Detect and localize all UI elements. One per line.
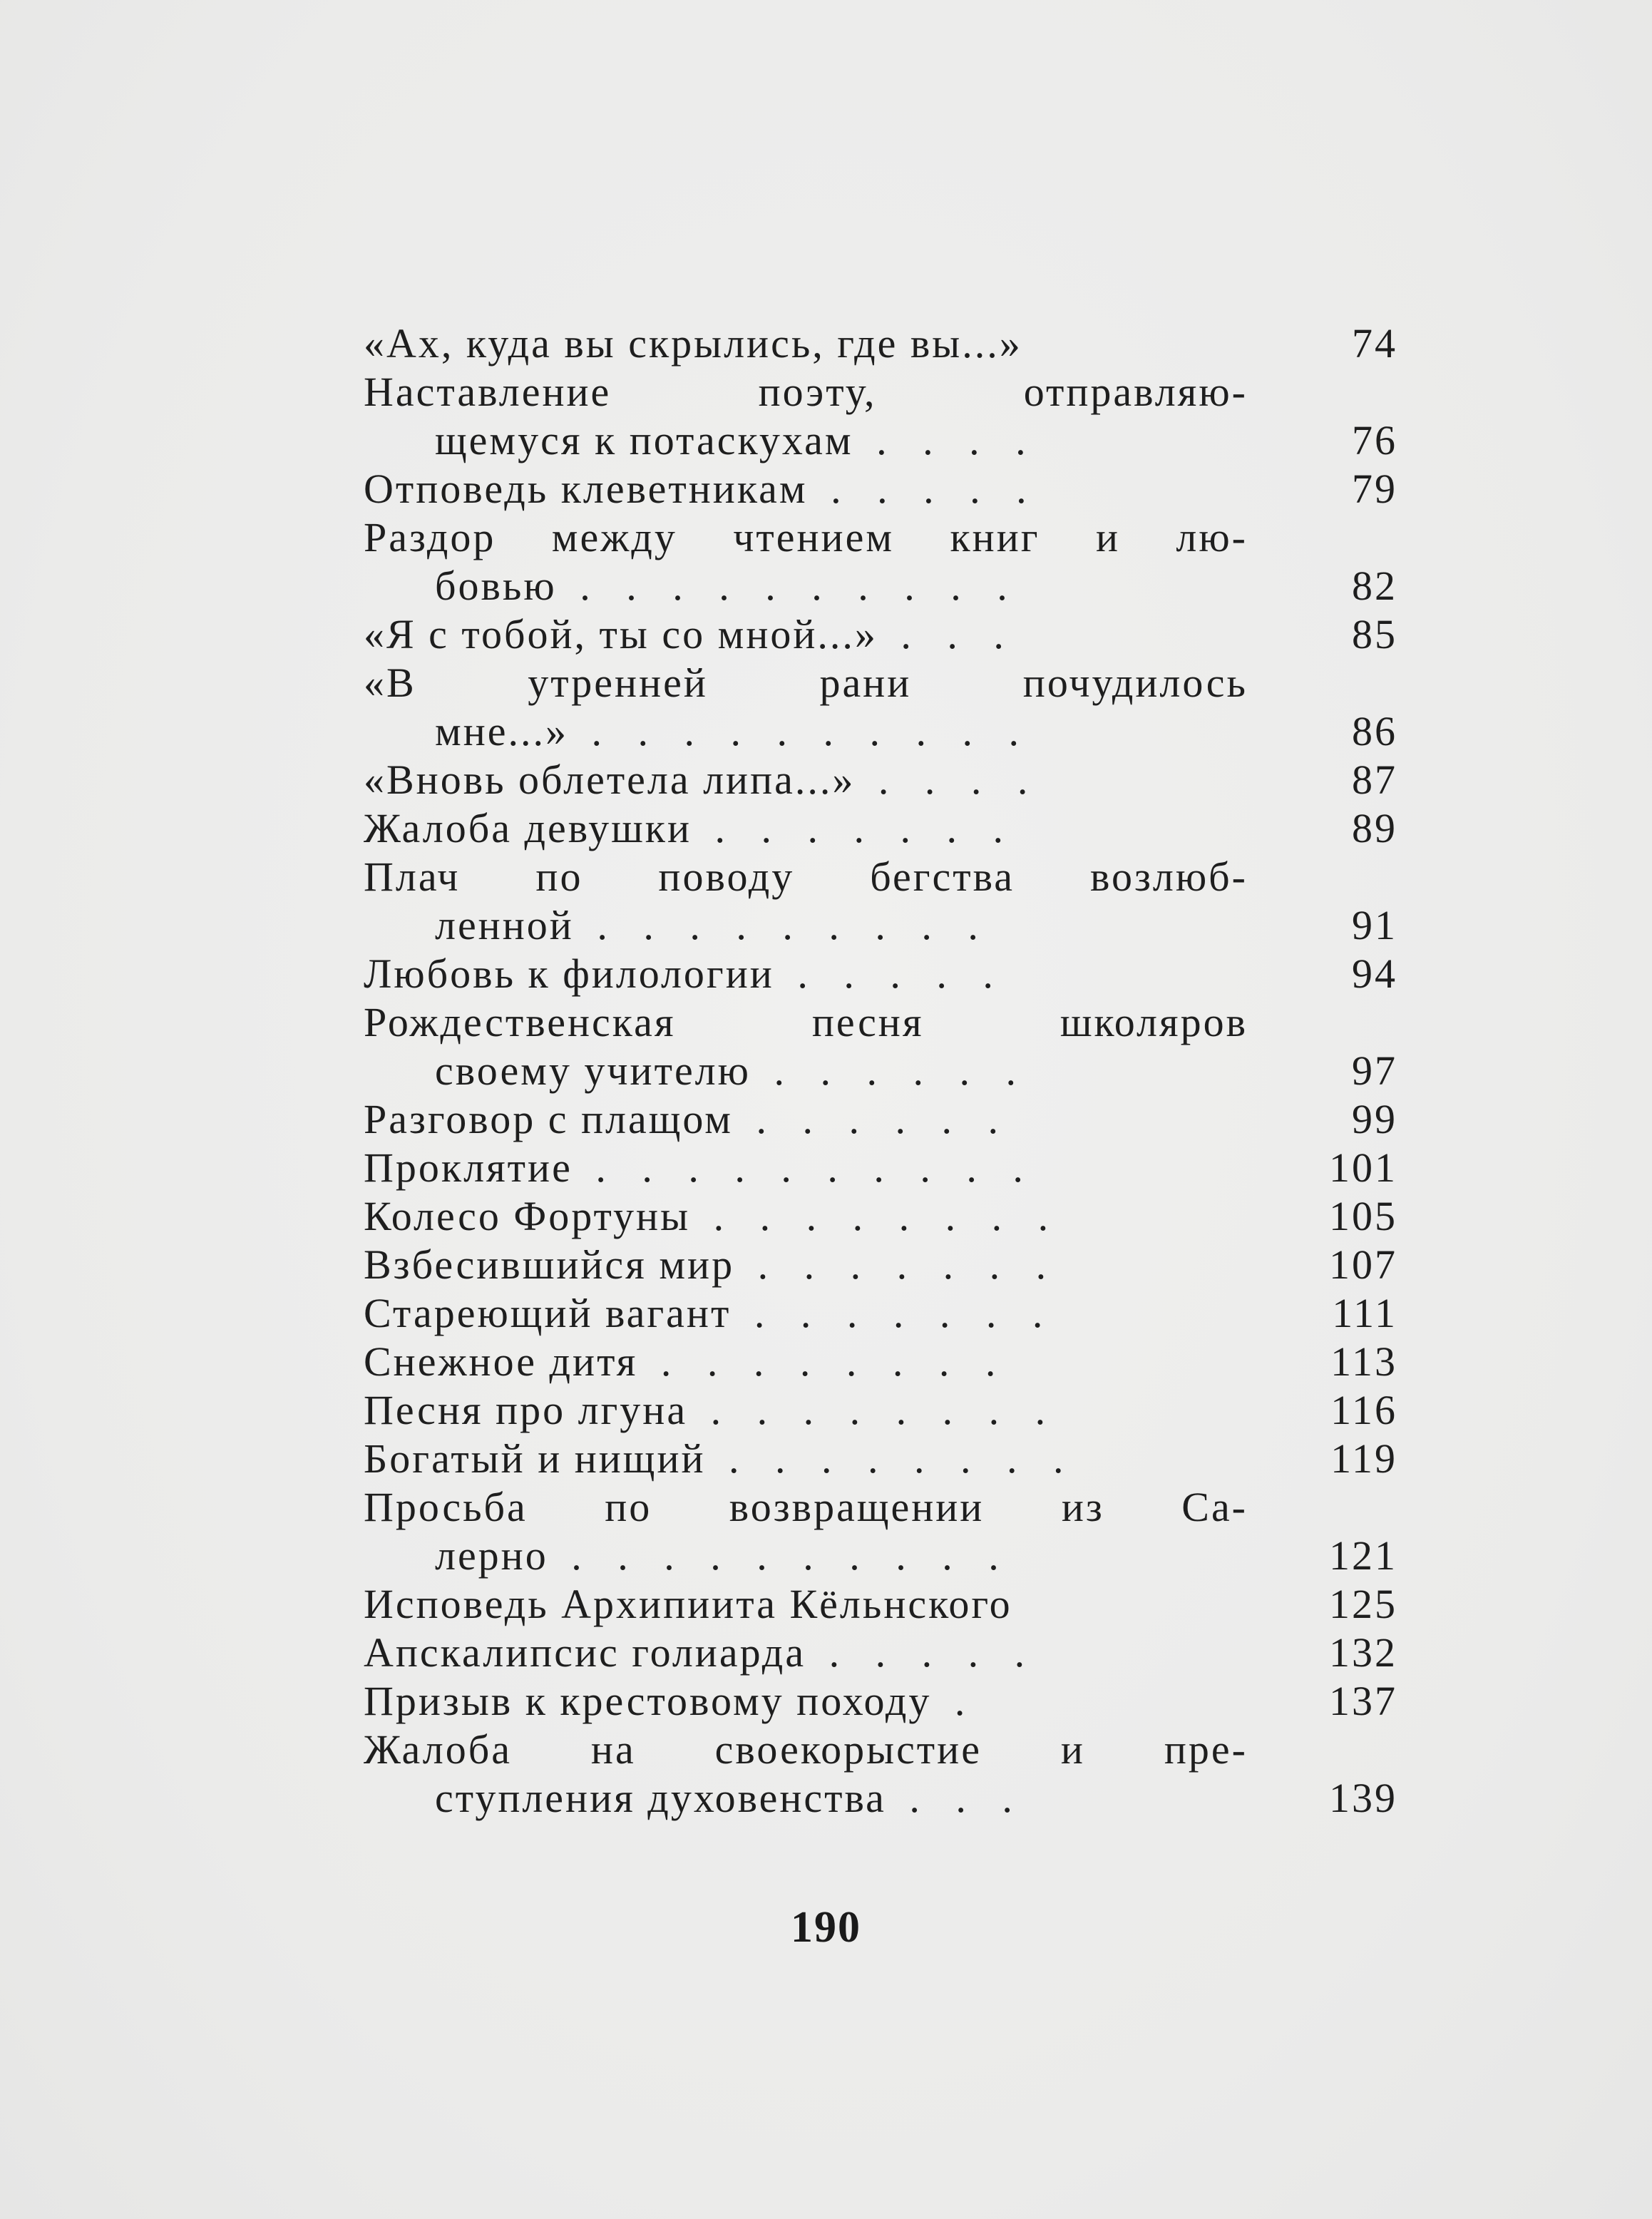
toc-entry[interactable] (364, 1483, 1412, 1580)
toc-title-line (364, 1483, 1248, 1532)
toc-entry[interactable] (364, 1095, 1412, 1144)
toc-title-line (364, 1144, 1248, 1192)
toc-title-line (364, 853, 1248, 901)
dot-leader: . . . . . . . (731, 1290, 1056, 1336)
dot-leader: . . . . . . . . . . (568, 708, 1032, 754)
toc-title-continuation (364, 562, 1248, 610)
toc-title-line (364, 1677, 1248, 1726)
toc-title-text: Просьба по возвращении из Са- (364, 1484, 1248, 1530)
toc-entry-title (364, 1629, 1248, 1677)
toc-title-text: Снежное дитя (364, 1338, 638, 1385)
table-of-contents (364, 319, 1412, 1823)
dot-leader: . . . . . . . (692, 805, 1017, 851)
dot-leader: . . . . . . (732, 1096, 1011, 1142)
toc-title-line (364, 1386, 1248, 1435)
toc-entry-title (364, 1435, 1248, 1483)
toc-entry[interactable] (364, 853, 1412, 950)
toc-title-text: Отповедь клеветникам (364, 466, 808, 512)
toc-title-text: Наставление поэту, отправляю- (364, 369, 1248, 415)
toc-title-line (364, 804, 1248, 853)
toc-page-number: 94 (1352, 950, 1397, 997)
toc-page-number: 87 (1352, 757, 1397, 803)
toc-entry-title (364, 998, 1248, 1095)
toc-page-number: 91 (1352, 902, 1397, 948)
toc-title-line (364, 1580, 1248, 1629)
toc-page-number: 101 (1329, 1144, 1397, 1191)
toc-title-line (364, 659, 1248, 707)
toc-entry[interactable] (364, 610, 1412, 659)
dot-leader: . . . . . . . . (705, 1435, 1077, 1482)
toc-title-line (364, 1289, 1248, 1338)
toc-entry[interactable] (364, 319, 1412, 368)
dot-leader: . . . . . (806, 1629, 1038, 1676)
toc-page-number: 105 (1329, 1193, 1397, 1239)
toc-page-number: 139 (1329, 1775, 1397, 1821)
dot-leader: . (931, 1678, 978, 1724)
toc-entry[interactable] (364, 756, 1412, 804)
toc-entry-title (364, 756, 1248, 804)
toc-title-text: Богатый и нищий (364, 1435, 706, 1482)
dot-leader: . . . . . . . . (637, 1338, 1009, 1385)
dot-leader: . . . . . . . (734, 1241, 1060, 1288)
toc-title-text: Колесо Фортуны (364, 1193, 691, 1239)
toc-title-text: Песня про лгуна (364, 1387, 688, 1433)
toc-title-line (364, 1192, 1248, 1241)
toc-entry[interactable] (364, 804, 1412, 853)
toc-entry[interactable] (364, 950, 1412, 998)
toc-title-text: ступления духовенства (435, 1775, 886, 1821)
toc-title-continuation (364, 901, 1248, 950)
toc-title-continuation (364, 416, 1248, 465)
toc-title-text: Стареющий вагант (364, 1290, 732, 1336)
toc-page-number: 74 (1352, 320, 1397, 367)
dot-leader: . . . (886, 1775, 1025, 1821)
toc-entry-title (364, 950, 1248, 998)
dot-leader: . . . . . . (750, 1047, 1029, 1094)
toc-title-line (364, 465, 1248, 513)
toc-page-number: 85 (1352, 611, 1397, 657)
toc-page-number: 111 (1332, 1290, 1397, 1336)
toc-title-text: бовью (435, 563, 557, 609)
dot-leader: . . . . . . . . . . (572, 1144, 1036, 1191)
toc-title-text: мне...» (435, 708, 568, 754)
toc-page-number: 125 (1329, 1581, 1397, 1627)
toc-entry-title (364, 610, 1248, 659)
toc-title-text: «Ах, куда вы скрылись, где вы...» (364, 320, 1022, 367)
toc-title-text: Жалоба на своекорыстие и пре- (364, 1726, 1248, 1773)
dot-leader: . . . . . (807, 466, 1040, 512)
toc-title-continuation (364, 1532, 1248, 1580)
dot-leader: . . . . . . . . . . (556, 563, 1020, 609)
toc-page-number: 121 (1329, 1532, 1397, 1579)
toc-title-text: Жалоба девушки (364, 805, 692, 851)
dot-leader: . . . . . . . . (687, 1387, 1059, 1433)
toc-title-line (364, 950, 1248, 998)
toc-title-text: Любовь к филологии (364, 950, 774, 997)
toc-entry[interactable] (364, 1435, 1412, 1483)
toc-title-text: Раздор между чтением книг и лю- (364, 514, 1248, 560)
toc-entry[interactable] (364, 1386, 1412, 1435)
toc-entry-title (364, 513, 1248, 610)
toc-entry[interactable] (364, 1241, 1412, 1289)
dot-leader: . . . (877, 611, 1017, 657)
dot-leader: . . . . . . . . . . (548, 1532, 1012, 1579)
page-number: 190 (791, 1903, 861, 1952)
toc-title-line (364, 1435, 1248, 1483)
toc-title-text: Разговор с плащом (364, 1096, 733, 1142)
toc-title-line (364, 1241, 1248, 1289)
toc-entry-title (364, 659, 1248, 756)
toc-title-line (364, 610, 1248, 659)
toc-entry-title (364, 1726, 1248, 1823)
toc-page-number: 97 (1352, 1047, 1397, 1094)
toc-title-line (364, 1629, 1248, 1677)
toc-entry[interactable] (364, 1289, 1412, 1338)
toc-title-text: Призыв к крестовому походу (364, 1678, 932, 1724)
toc-title-text: Проклятие (364, 1144, 573, 1191)
toc-title-line (364, 513, 1248, 562)
toc-title-text: Плач по поводу бегства возлюб- (364, 854, 1248, 900)
toc-entry[interactable] (364, 1144, 1412, 1192)
toc-page-number: 76 (1352, 417, 1397, 463)
toc-entry[interactable] (364, 1677, 1412, 1726)
toc-page-number: 119 (1330, 1435, 1397, 1482)
toc-title-continuation (364, 707, 1248, 756)
toc-entry-title (364, 853, 1248, 950)
toc-entry[interactable] (364, 368, 1412, 465)
toc-page-number: 132 (1329, 1629, 1397, 1676)
toc-entry[interactable] (364, 998, 1412, 1095)
toc-title-line (364, 1338, 1248, 1386)
toc-title-line (364, 1095, 1248, 1144)
toc-title-line (364, 1726, 1248, 1774)
toc-title-line (364, 756, 1248, 804)
toc-page-number: 99 (1352, 1096, 1397, 1142)
dot-leader: . . . . (855, 757, 1041, 803)
toc-title-line (364, 368, 1248, 416)
toc-page-number: 79 (1352, 466, 1397, 512)
toc-title-text: Взбесившийся мир (364, 1241, 735, 1288)
dot-leader: . . . . (853, 417, 1039, 463)
toc-entry[interactable] (364, 1629, 1412, 1677)
toc-title-text: щемуся к потаскухам (435, 417, 853, 463)
toc-title-text: Исповедь Архипиита Кёльнского (364, 1581, 1012, 1627)
toc-entry[interactable] (364, 465, 1412, 513)
toc-entry-title (364, 465, 1248, 513)
toc-page-number: 116 (1330, 1387, 1397, 1433)
toc-entry-title (364, 1386, 1248, 1435)
toc-entry-title (364, 1338, 1248, 1386)
toc-entry-title (364, 368, 1248, 465)
toc-entry-title (364, 1095, 1248, 1144)
dot-leader: . . . . . (774, 950, 1006, 997)
toc-entry[interactable] (364, 1192, 1412, 1241)
toc-entry[interactable] (364, 513, 1412, 610)
toc-entry-title (364, 1192, 1248, 1241)
toc-title-continuation (364, 1047, 1248, 1095)
toc-page-number: 107 (1329, 1241, 1397, 1288)
toc-entry[interactable] (364, 1580, 1412, 1629)
toc-title-text: «Я с тобой, ты со мной...» (364, 611, 878, 657)
toc-title-line (364, 998, 1248, 1047)
toc-entry-title (364, 1241, 1248, 1289)
toc-entry-title (364, 1677, 1248, 1726)
toc-title-text: Рождественская песня школяров (364, 999, 1248, 1045)
toc-entry[interactable] (364, 1726, 1412, 1823)
toc-title-continuation (364, 1774, 1248, 1823)
toc-entry-title (364, 1144, 1248, 1192)
toc-page-number: 113 (1330, 1338, 1397, 1385)
toc-entry-title (364, 1580, 1248, 1629)
toc-entry-title (364, 804, 1248, 853)
toc-entry[interactable] (364, 1338, 1412, 1386)
toc-title-text: своему учителю (435, 1047, 751, 1094)
toc-title-text: «Вновь облетела липа...» (364, 757, 856, 803)
toc-entry-title (364, 319, 1248, 368)
toc-page-number: 137 (1329, 1678, 1397, 1724)
toc-page-number: 89 (1352, 805, 1397, 851)
dot-leader: . . . . . . . . . (573, 902, 991, 948)
toc-title-text: «В утренней рани почудилось (364, 660, 1248, 706)
toc-entry-title (364, 1289, 1248, 1338)
toc-entry[interactable] (364, 659, 1412, 756)
toc-page-number: 82 (1352, 563, 1397, 609)
dot-leader: . . . . . . . . (690, 1193, 1062, 1239)
toc-title-text: Апскалипсис голиарда (364, 1629, 806, 1676)
toc-entry-title (364, 1483, 1248, 1580)
toc-page-number: 86 (1352, 708, 1397, 754)
toc-title-line (364, 319, 1248, 368)
toc-title-text: ленной (435, 902, 574, 948)
toc-title-text: лерно (435, 1532, 548, 1579)
